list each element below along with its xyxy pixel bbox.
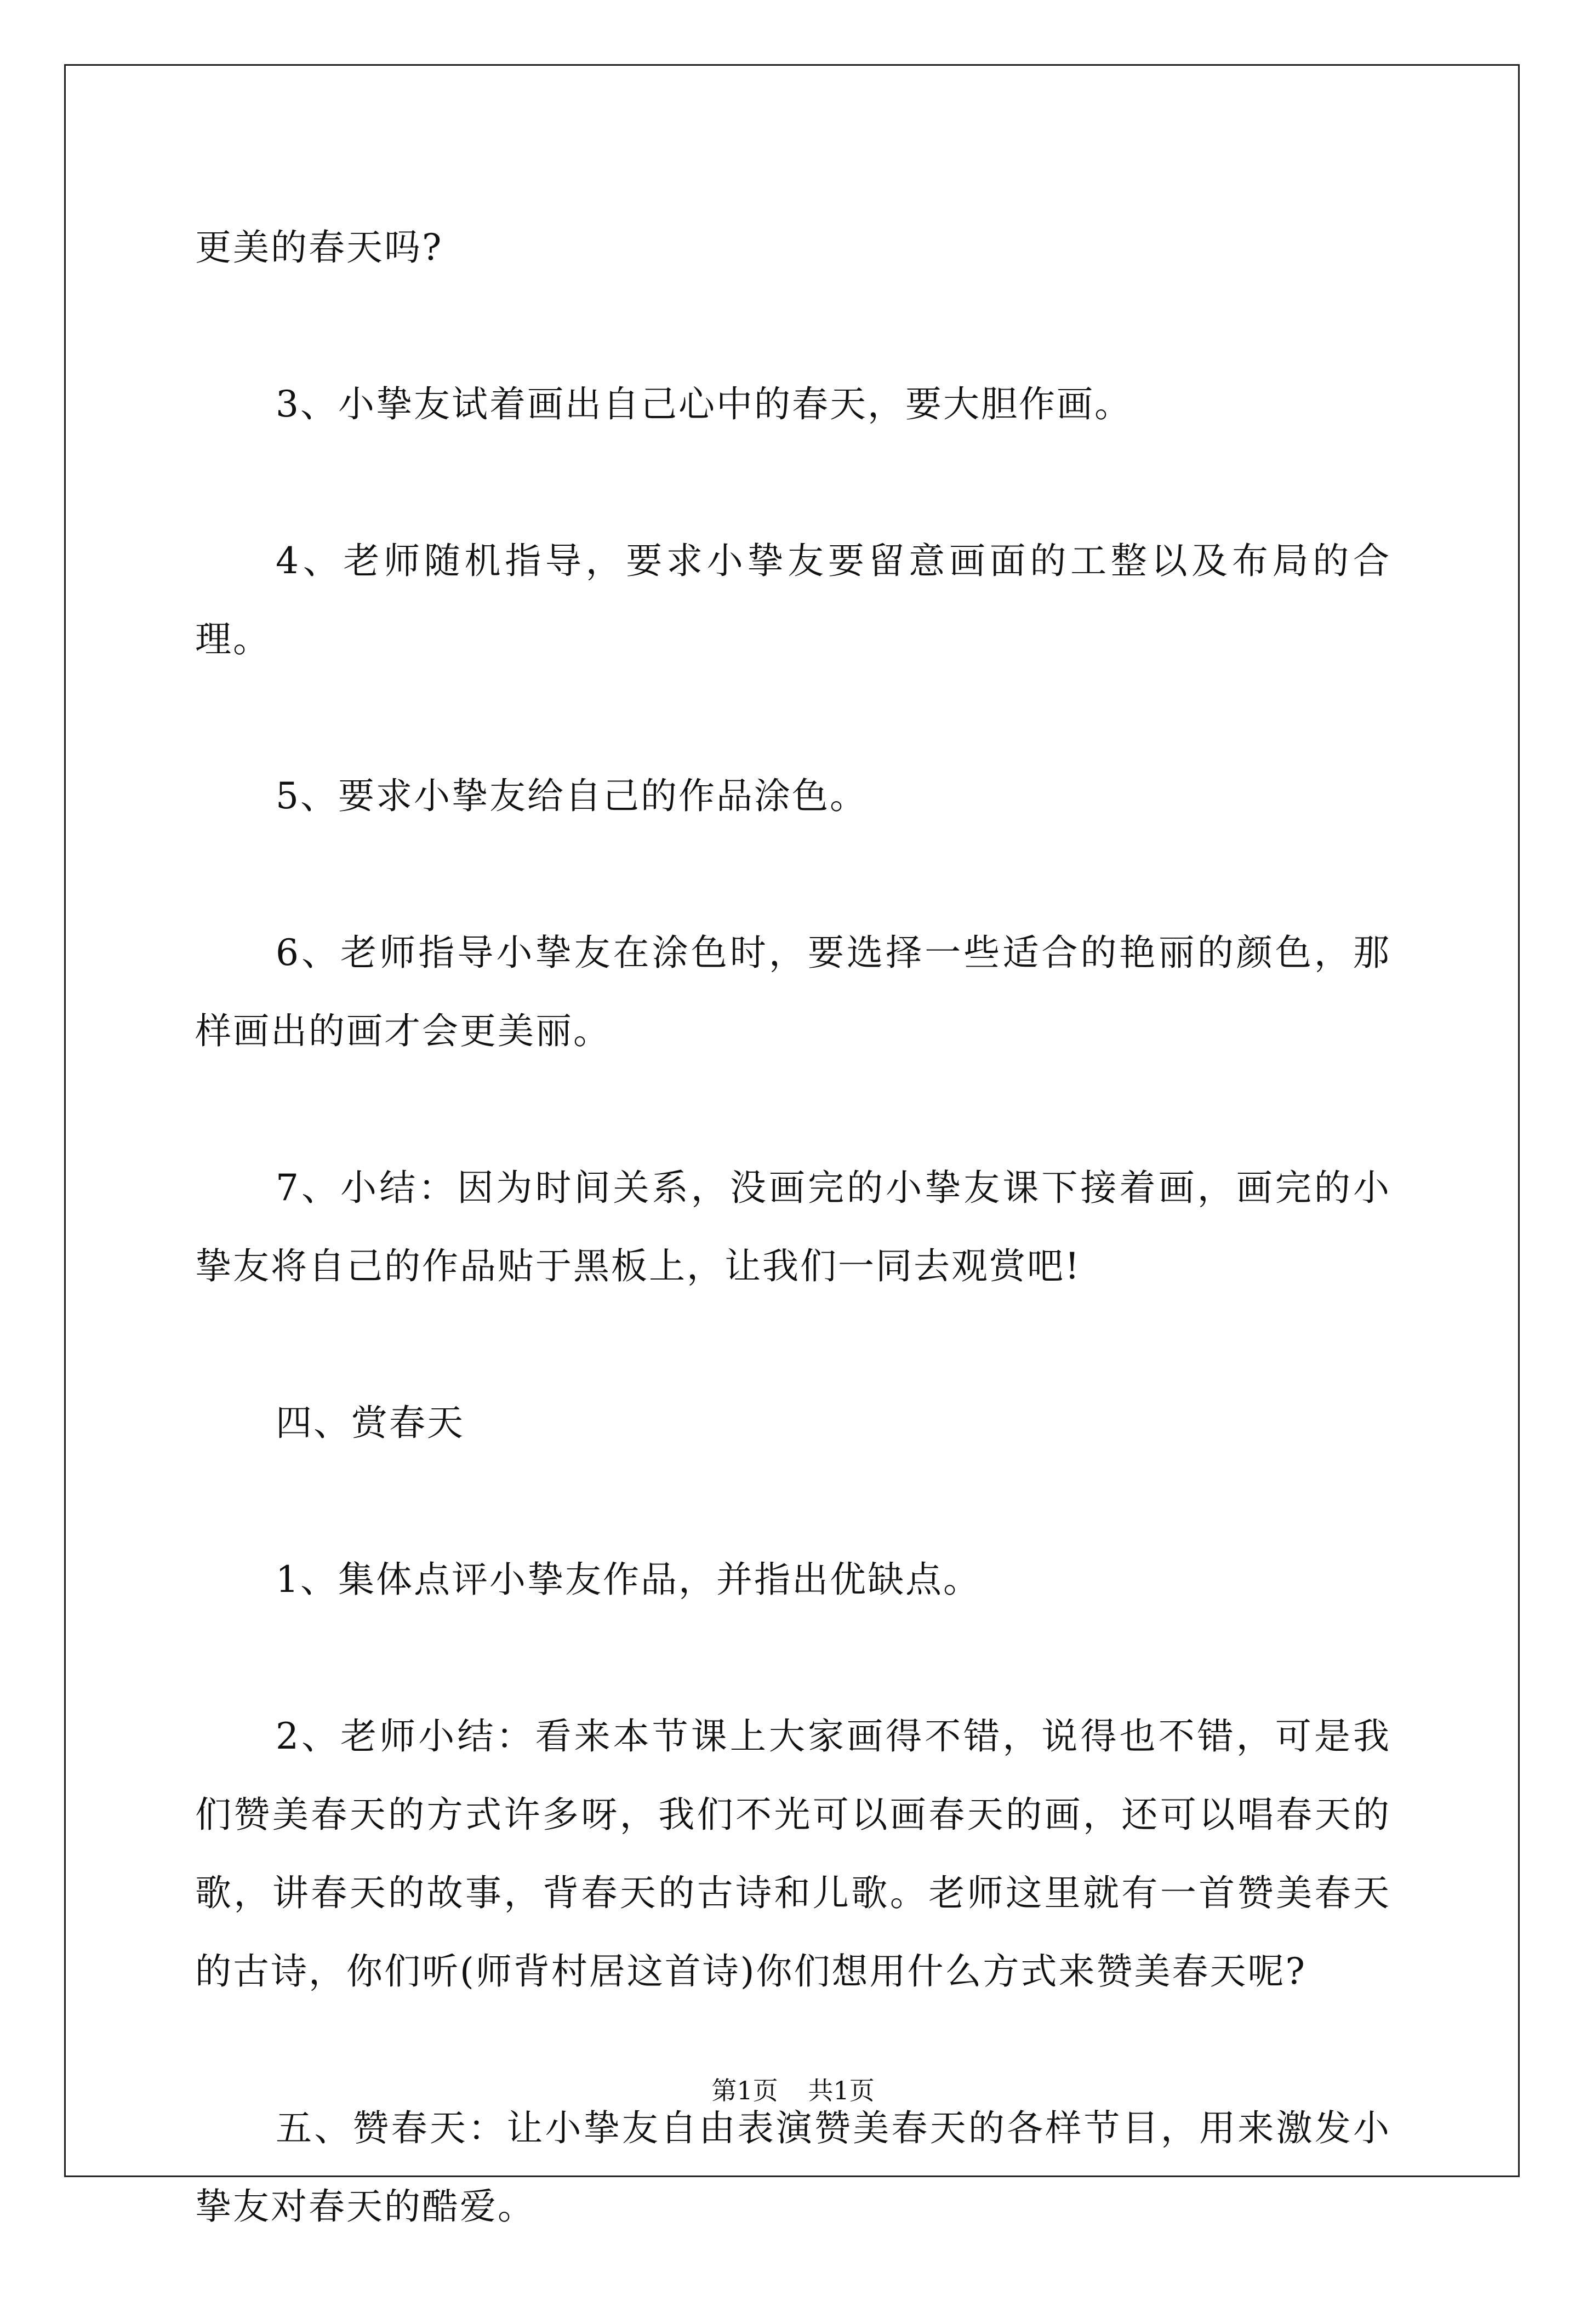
paragraph: 1、集体点评小挚友作品，并指出优缺点。 (276, 1558, 981, 1601)
paragraph: 更美的春天吗? (195, 226, 443, 269)
paragraph: 6、老师指导小挚友在涂色时，要选择一些适合的艳丽的颜色，那样画出的画才会更美丽。 (195, 932, 1391, 1052)
paragraph: 3、小挚友试着画出自己心中的春天，要大胆作画。 (276, 383, 1132, 425)
page-total: 共1页 (808, 2076, 875, 2105)
paragraph: 五、赞春天：让小挚友自由表演赞美春天的各样节目，用来激发小挚友对春天的酷爱。 (195, 2107, 1391, 2228)
page-footer (0, 2074, 1586, 2107)
section-heading: 四、赏春天 (276, 1402, 465, 1444)
paragraph: 7、小结：因为时间关系，没画完的小挚友课下接着画，画完的小挚友将自己的作品贴于黑板上，让我们一同去观赏吧! (195, 1167, 1391, 1287)
page-number: 第1页 (711, 2076, 778, 2105)
paragraph: 2、老师小结：看来本节课上大家画得不错，说得也不错，可是我们赞美春天的方式许多呀，我们不光可以画春天的画，还可以唱春天的歌，讲春天的故事，背春天的古诗和儿歌。老师这里就有一首赞美春天的古诗，你们听(师背村居这首诗)你们想用什么方式来赞美春天呢? (195, 1715, 1391, 1992)
paragraph: 4、老师随机指导，要求小挚友要留意画面的工整以及布局的合理。 (195, 540, 1391, 660)
document-body (195, 208, 1391, 2324)
paragraph: 5、要求小挚友给自己的作品涂色。 (276, 775, 868, 817)
